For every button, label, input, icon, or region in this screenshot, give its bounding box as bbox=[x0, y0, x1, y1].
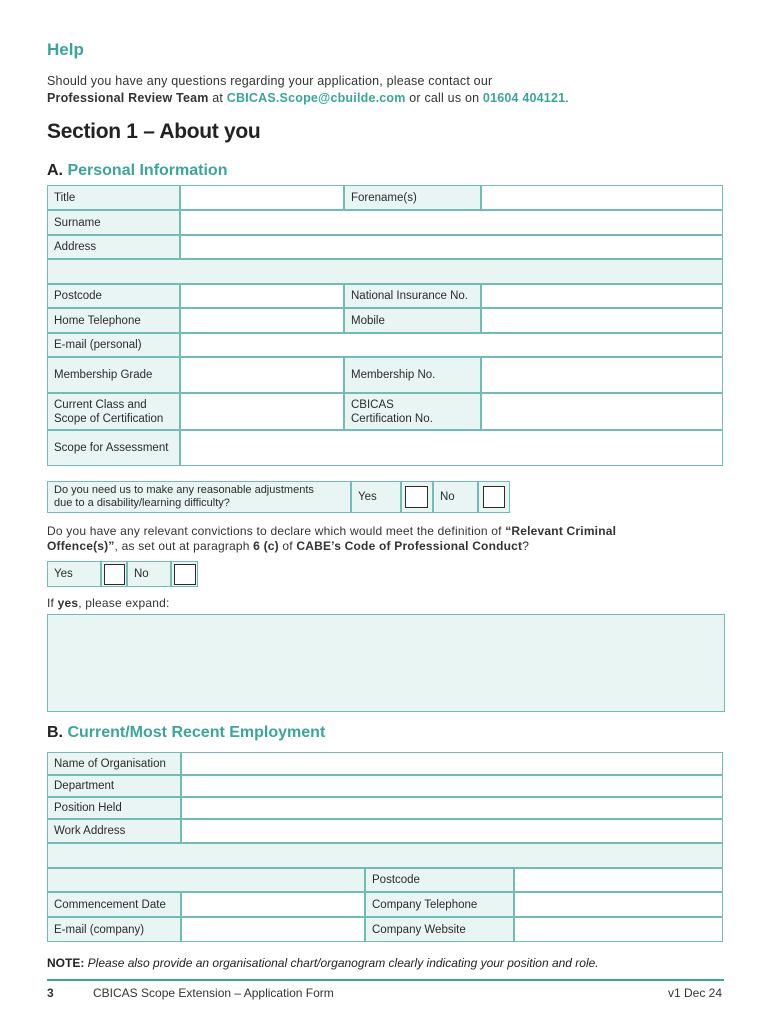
help-text bbox=[47, 73, 727, 107]
note: NOTE: Please also provide an organisational chart/organogram clearly indicating your position and role. bbox=[47, 956, 599, 970]
label-mobile: Mobile bbox=[344, 308, 481, 333]
adjustments-yes-checkbox[interactable] bbox=[405, 486, 428, 508]
ni-field[interactable] bbox=[481, 284, 723, 308]
footer-divider bbox=[47, 979, 724, 981]
convictions-no-label: No bbox=[127, 561, 171, 587]
work-address-field-2[interactable] bbox=[47, 843, 723, 868]
employment-heading: B. Current/Most Recent Employment bbox=[47, 724, 326, 741]
mobile-field[interactable] bbox=[481, 308, 723, 333]
label-work-address: Work Address bbox=[47, 819, 181, 843]
label-address: Address bbox=[47, 235, 180, 259]
membership-no-field[interactable] bbox=[481, 357, 723, 393]
label-organisation: Name of Organisation bbox=[47, 752, 181, 775]
label-title: Title bbox=[47, 185, 180, 210]
label-membership-no: Membership No. bbox=[344, 357, 481, 393]
adjustments-yes-cell bbox=[401, 481, 433, 513]
label-commencement-date: Commencement Date bbox=[47, 892, 181, 917]
help-phone[interactable]: 01604 404121 bbox=[482, 91, 566, 105]
convictions-yes-cell bbox=[101, 561, 127, 587]
label-home-telephone: Home Telephone bbox=[47, 308, 180, 333]
footer-title: CBICAS Scope Extension – Application Form bbox=[93, 986, 334, 1000]
help-line-2: Professional Review Team at CBICAS.Scope@cbuilde.com or call us on 01604 404121. bbox=[47, 91, 569, 105]
label-department: Department bbox=[47, 775, 181, 797]
address-field-2[interactable] bbox=[47, 259, 723, 284]
help-line-1: Should you have any questions regarding your application, please contact our bbox=[47, 74, 493, 88]
home-telephone-field[interactable] bbox=[180, 308, 344, 333]
convictions-no-cell bbox=[171, 561, 198, 587]
title-field[interactable] bbox=[180, 185, 344, 210]
adjustments-question: Do you need us to make any reasonable adjustments due to a disability/learning difficulty? bbox=[47, 481, 351, 513]
label-membership-grade: Membership Grade bbox=[47, 357, 180, 393]
footer-page-number: 3 bbox=[47, 986, 54, 1000]
scope-assessment-field[interactable] bbox=[180, 430, 723, 466]
label-surname: Surname bbox=[47, 210, 180, 235]
label-email-personal: E-mail (personal) bbox=[47, 333, 180, 357]
membership-grade-field[interactable] bbox=[180, 357, 344, 393]
adjustments-no-label: No bbox=[433, 481, 478, 513]
address-field-1[interactable] bbox=[180, 235, 723, 259]
label-current-class: Current Class and Scope of Certification bbox=[47, 393, 180, 430]
position-held-field[interactable] bbox=[181, 797, 723, 819]
current-class-field[interactable] bbox=[180, 393, 344, 430]
work-address-field-1[interactable] bbox=[181, 819, 723, 843]
label-company-website: Company Website bbox=[365, 917, 514, 942]
department-field[interactable] bbox=[181, 775, 723, 797]
company-telephone-field[interactable] bbox=[514, 892, 723, 917]
convictions-yes-label: Yes bbox=[47, 561, 101, 587]
work-postcode-field[interactable] bbox=[514, 868, 723, 892]
help-email-link[interactable]: CBICAS.Scope@cbuilde.com bbox=[226, 91, 406, 105]
personal-heading: A. Personal Information bbox=[47, 162, 228, 179]
postcode-field[interactable] bbox=[180, 284, 344, 308]
footer-version: v1 Dec 24 bbox=[668, 986, 723, 1000]
label-forenames: Forename(s) bbox=[344, 185, 481, 210]
expand-prompt: If yes, please expand: bbox=[47, 596, 170, 610]
label-work-postcode: Postcode bbox=[365, 868, 514, 892]
organisation-field[interactable] bbox=[181, 752, 723, 775]
label-cbicas-no: CBICAS Certification No. bbox=[344, 393, 481, 430]
help-title: Help bbox=[47, 40, 84, 59]
convictions-yes-checkbox[interactable] bbox=[104, 564, 125, 585]
surname-field[interactable] bbox=[180, 210, 723, 235]
commencement-date-field[interactable] bbox=[181, 892, 365, 917]
convictions-no-checkbox[interactable] bbox=[174, 564, 196, 585]
label-email-company: E-mail (company) bbox=[47, 917, 181, 942]
adjustments-no-cell bbox=[478, 481, 510, 513]
label-scope-assessment: Scope for Assessment bbox=[47, 430, 180, 466]
company-website-field[interactable] bbox=[514, 917, 723, 942]
label-company-telephone: Company Telephone bbox=[365, 892, 514, 917]
label-postcode: Postcode bbox=[47, 284, 180, 308]
adjustments-yes-label: Yes bbox=[351, 481, 401, 513]
label-position-held: Position Held bbox=[47, 797, 181, 819]
cbicas-no-field[interactable] bbox=[481, 393, 723, 430]
email-company-field[interactable] bbox=[181, 917, 365, 942]
email-personal-field[interactable] bbox=[180, 333, 723, 357]
label-ni: National Insurance No. bbox=[344, 284, 481, 308]
convictions-question: Do you have any relevant convictions to declare which would meet the definition of “Relevant Criminal Offence(s)”, as set out at paragraph 6 (c) of CABE’s Code of Professional Conduct? bbox=[47, 524, 617, 553]
section-title: Section 1 – About you bbox=[47, 120, 261, 143]
adjustments-no-checkbox[interactable] bbox=[483, 486, 505, 508]
help-team: Professional Review Team bbox=[47, 91, 209, 105]
forenames-field[interactable] bbox=[481, 185, 723, 210]
convictions-expand-textarea[interactable] bbox=[47, 614, 725, 712]
work-address-field-3[interactable] bbox=[47, 868, 365, 892]
